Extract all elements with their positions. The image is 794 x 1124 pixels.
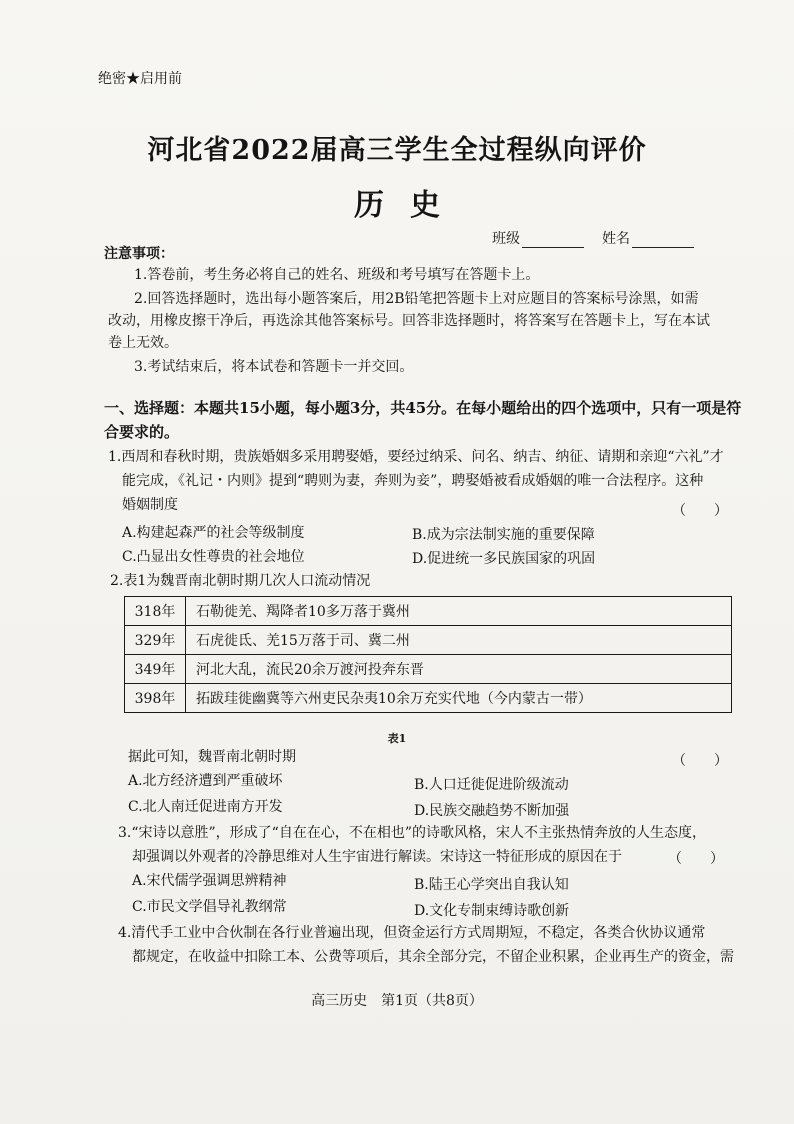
- q2-answer-bracket: （ ）: [672, 753, 728, 769]
- notice-item-2-line-2: 改动，用橡皮擦干净后，再选涂其他答案标号。回答非选择题时，将答案写在答题卡上，写在本试: [108, 313, 710, 329]
- table-cell-year: 349年: [125, 655, 186, 684]
- table-cell-year: 318年: [125, 597, 186, 626]
- q1-option-d: D.促进统一多民族国家的巩固: [412, 551, 596, 567]
- table-row: [125, 684, 732, 713]
- notice-item-2-line-1: 2.回答选择题时，选出每小题答案后，用2B铅笔把答题卡上对应题目的答案标号涂黑，如需: [134, 291, 699, 307]
- q3-answer-bracket: （ ）: [668, 851, 724, 867]
- name-label: 姓名: [602, 231, 630, 247]
- page-footer: 高三历史 第1页（共8页）: [311, 993, 483, 1009]
- name-field: [602, 228, 694, 248]
- q4-stem-line-2: 都规定，在收益中扣除工本、公费等项后，其余全部分完，不留企业积累，企业再生产的资金，需: [132, 949, 734, 965]
- q1-stem-line-3: 婚姻制度: [122, 497, 178, 513]
- notice-item-2-line-3: 卷上无效。: [108, 335, 178, 351]
- table-cell-event: 河北大乱，流民20余万渡河投奔东晋: [186, 655, 732, 684]
- confidential-mark: 绝密★启用前: [98, 71, 182, 87]
- q3-option-c: C.市民文学倡导礼教纲常: [132, 899, 287, 915]
- q2-option-b: B.人口迁徙促进阶级流动: [414, 777, 569, 793]
- table-caption: 表1: [387, 732, 407, 745]
- name-blank: [632, 233, 694, 248]
- q3-option-b: B.陆王心学突出自我认知: [414, 877, 569, 893]
- notice-item-1: 1.答卷前，考生务必将自己的姓名、班级和考号填写在答题卡上。: [134, 267, 540, 283]
- q2-option-d: D.民族交融趋势不断加强: [414, 803, 570, 819]
- q1-stem-line-1: 1.西周和春秋时期，贵族婚姻多采用聘娶婚，要经过纳采、问名、纳吉、纳征、请期和亲迎“六礼”才: [108, 449, 724, 465]
- exam-title: 河北省2022届高三学生全过程纵向评价: [147, 135, 647, 166]
- subject-title: 历史: [354, 188, 466, 223]
- table-cell-year: 398年: [125, 684, 186, 713]
- q1-answer-bracket: （ ）: [672, 503, 728, 519]
- q3-option-a: A.宋代儒学强调思辨精神: [132, 873, 287, 889]
- q1-option-b: B.成为宗法制实施的重要保障: [412, 527, 595, 543]
- class-field: [492, 228, 584, 248]
- table-cell-event: 石勒徙羌、羯降者10多万落于冀州: [186, 597, 732, 626]
- class-label: 班级: [492, 231, 520, 247]
- q2-stem: 2.表1为魏晋南北朝时期几次人口流动情况: [110, 573, 371, 589]
- notice-item-3: 3.考试结束后，将本试卷和答题卡一并交回。: [134, 359, 414, 375]
- q3-stem-line-2: 却强调以外观者的冷静思维对人生宇宙进行解读。宋诗这一特征形成的原因在于: [132, 849, 622, 865]
- notice-title: 注意事项：: [104, 246, 174, 262]
- q1-stem-line-2: 能完成，《礼记・内则》提到“聘则为妻，奔则为妾”，聘娶婚被看成婚姻的唯一合法程序。这种: [122, 473, 704, 489]
- q2-stem-line-2: 据此可知，魏晋南北朝时期: [128, 749, 296, 765]
- q1-option-a: A.构建起森严的社会等级制度: [122, 525, 305, 541]
- population-table: [124, 596, 732, 713]
- table-row: [125, 626, 732, 655]
- table-row: [125, 655, 732, 684]
- q2-option-c: C.北人南迁促进南方开发: [128, 799, 283, 815]
- q3-stem-line-1: 3.“宋诗以意胜”，形成了“自在在心，不在相也”的诗歌风格，宋人不主张热情奔放的人生态度，: [118, 825, 706, 841]
- table-cell-year: 329年: [125, 626, 186, 655]
- q1-option-c: C.凸显出女性尊贵的社会地位: [122, 549, 305, 565]
- table-cell-event: 拓跋珪徙幽冀等六州吏民杂夷10余万充实代地（今内蒙古一带）: [186, 684, 732, 713]
- table-cell-event: 石虎徙氐、羌15万落于司、冀二州: [186, 626, 732, 655]
- q2-option-a: A.北方经济遭到严重破坏: [128, 773, 283, 789]
- section-1-title: 一、选择题：本题共15小题，每小题3分，共45分。在每小题给出的四个选项中，只有一项是符合要求的。: [104, 399, 742, 441]
- q3-option-d: D.文化专制束缚诗歌创新: [414, 903, 570, 919]
- q4-stem-line-1: 4.清代手工业中合伙制在各行业普遍出现，但资金运行方式周期短，不稳定，各类合伙协议通常: [118, 925, 706, 941]
- table-row: [125, 597, 732, 626]
- class-blank: [522, 233, 584, 248]
